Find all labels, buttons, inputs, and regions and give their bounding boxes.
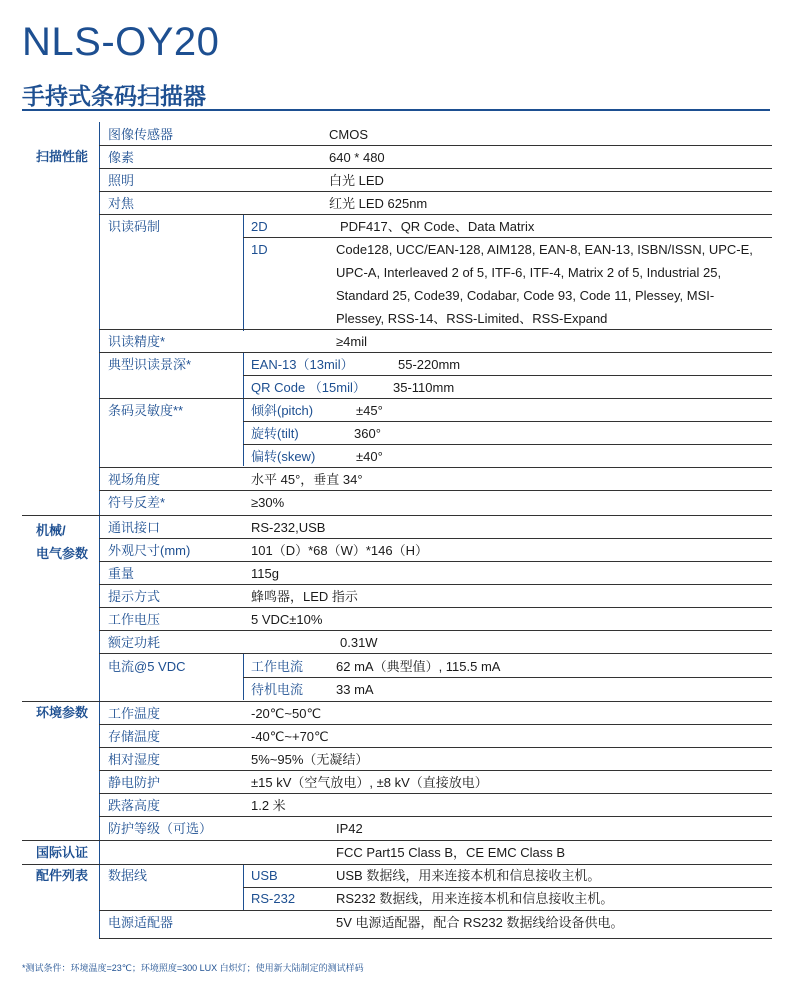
row-value: 5V 电源适配器，配合 RS232 数据线给设备供电。 bbox=[336, 915, 624, 930]
row-label: 照明 bbox=[108, 173, 135, 188]
row-label: 对焦 bbox=[108, 196, 135, 211]
row-sublabel: 偏转(skew) bbox=[251, 449, 316, 464]
row-label: 外观尺寸(mm) bbox=[108, 543, 191, 558]
section-divider bbox=[22, 840, 772, 841]
row-value: PDF417、QR Code、Data Matrix bbox=[340, 219, 535, 234]
row-label: 符号反差* bbox=[108, 495, 166, 510]
row-label: 静电防护 bbox=[108, 775, 161, 790]
row-value: 5%~95%（无凝结） bbox=[251, 752, 369, 767]
row-value: 115g bbox=[251, 566, 279, 581]
row-divider bbox=[99, 145, 772, 146]
footnote: *测试条件：环境温度=23℃；环境照度=300 LUX 白炽灯；使用新大陆制定的测试样码 bbox=[22, 963, 364, 973]
col-divider bbox=[243, 214, 244, 331]
row-divider bbox=[243, 444, 772, 445]
row-value: 5 VDC±10% bbox=[251, 612, 323, 627]
model-title: NLS-OY20 bbox=[22, 20, 220, 64]
row-label: 重量 bbox=[108, 566, 135, 581]
row-divider bbox=[99, 607, 772, 608]
row-value: 360° bbox=[354, 426, 381, 441]
section-certification: 国际认证 bbox=[36, 845, 89, 860]
row-value: 0.31W bbox=[340, 635, 378, 650]
row-value: USB 数据线，用来连接本机和信息接收主机。 bbox=[336, 868, 601, 883]
row-divider bbox=[243, 421, 772, 422]
product-subtitle: 手持式条码扫描器 bbox=[22, 83, 206, 109]
row-value: 白光 LED bbox=[329, 173, 384, 188]
row-label: 跌落高度 bbox=[108, 798, 161, 813]
row-value: RS-232,USB bbox=[251, 520, 326, 535]
row-divider bbox=[99, 561, 772, 562]
section-divider bbox=[22, 701, 772, 702]
row-sublabel: 倾斜(pitch) bbox=[251, 403, 314, 418]
section-environment: 环境参数 bbox=[36, 705, 89, 720]
row-value: 红光 LED 625nm bbox=[329, 196, 428, 211]
row-value: 蜂鸣器，LED 指示 bbox=[251, 589, 358, 604]
row-label: 相对湿度 bbox=[108, 752, 161, 767]
row-divider bbox=[99, 747, 772, 748]
col-divider bbox=[243, 352, 244, 466]
row-value: ±45° bbox=[356, 403, 383, 418]
row-value: ±15 kV（空气放电）, ±8 kV（直接放电） bbox=[251, 775, 488, 790]
row-divider bbox=[243, 887, 772, 888]
row-value: ≥30% bbox=[251, 495, 285, 510]
row-label: 工作电压 bbox=[108, 612, 161, 627]
certification-value: FCC Part15 Class B，CE EMC Class B bbox=[336, 845, 565, 860]
row-label: 像素 bbox=[108, 150, 135, 165]
symbologies-1d-list: Code128, UCC/EAN-128, AIM128, EAN-8, EAN-13, ISBN/ISSN, UPC-E, UPC-A, Interleaved 2 of 5, ITF-6, ITF-4, Matrix 2 of 5, Industrial 25, Standard 25, Code39, Codabar, Code 93, Code 11, Plessey, MSI-Plessey, RSS-14、RSS-Limited、RSS-Expand bbox=[336, 242, 753, 326]
row-value: ±40° bbox=[356, 449, 383, 464]
row-sublabel: USB bbox=[251, 868, 278, 883]
row-label: 识读精度* bbox=[108, 334, 166, 349]
row-divider bbox=[99, 630, 772, 631]
row-divider bbox=[99, 584, 772, 585]
row-value: 101（D）*68（W）*146（H） bbox=[251, 543, 429, 558]
row-value: CMOS bbox=[329, 127, 368, 142]
row-value: 水平 45°，垂直 34° bbox=[251, 472, 363, 487]
section-divider bbox=[22, 864, 772, 865]
row-divider bbox=[99, 191, 772, 192]
row-divider bbox=[99, 168, 772, 169]
row-label: 条码灵敏度** bbox=[108, 403, 184, 418]
row-value: 55-220mm bbox=[398, 357, 461, 372]
row-sublabel: QR Code （15mil） bbox=[251, 380, 366, 395]
row-label: 额定功耗 bbox=[108, 635, 161, 650]
row-value: 1.2 米 bbox=[251, 798, 286, 813]
row-value: IP42 bbox=[336, 821, 363, 836]
section-mechanical-electrical: 机械/ 电气参数 bbox=[36, 523, 89, 561]
row-sublabel: 待机电流 bbox=[251, 682, 304, 697]
row-divider bbox=[99, 816, 772, 817]
row-divider bbox=[99, 724, 772, 725]
row-value: RS232 数据线，用来连接本机和信息接收主机。 bbox=[336, 891, 614, 906]
row-value: -20℃~50℃ bbox=[251, 706, 322, 721]
row-divider bbox=[243, 375, 772, 376]
row-sublabel: RS-232 bbox=[251, 891, 296, 906]
row-label: 视场角度 bbox=[108, 472, 161, 487]
row-sublabel: EAN-13（13mil） bbox=[251, 357, 354, 372]
row-divider bbox=[99, 770, 772, 771]
row-value: 35-110mm bbox=[393, 380, 455, 395]
row-label: 存储温度 bbox=[108, 729, 161, 744]
row-value: ≥4mil bbox=[336, 334, 367, 349]
row-sublabel: 1D bbox=[251, 242, 268, 257]
row-label: 数据线 bbox=[108, 868, 148, 883]
row-sublabel: 旋转(tilt) bbox=[251, 426, 299, 441]
section-divider bbox=[22, 515, 772, 516]
row-value: 62 mA（典型值）, 115.5 mA bbox=[336, 659, 501, 674]
section-accessories: 配件列表 bbox=[36, 868, 89, 883]
row-divider bbox=[99, 490, 772, 491]
row-divider bbox=[99, 352, 772, 353]
row-divider bbox=[99, 398, 772, 399]
row-label: 电流@5 VDC bbox=[108, 659, 186, 674]
row-label: 工作温度 bbox=[108, 706, 161, 721]
row-divider bbox=[99, 653, 772, 654]
row-value: 640 * 480 bbox=[329, 150, 385, 165]
row-divider bbox=[99, 467, 772, 468]
section-scan: 扫描性能 bbox=[36, 149, 89, 164]
row-label: 图像传感器 bbox=[108, 127, 174, 142]
row-label: 提示方式 bbox=[108, 589, 161, 604]
row-divider bbox=[99, 538, 772, 539]
row-value: 33 mA bbox=[336, 682, 374, 697]
row-label: 防护等级（可选） bbox=[108, 821, 213, 836]
row-label: 识读码制 bbox=[108, 219, 161, 234]
row-label: 电源适配器 bbox=[108, 915, 174, 930]
row-value: -40℃~+70℃ bbox=[251, 729, 329, 744]
row-label: 典型识读景深* bbox=[108, 357, 192, 372]
row-divider bbox=[99, 214, 772, 215]
row-divider bbox=[99, 910, 772, 911]
row-divider bbox=[99, 793, 772, 794]
row-sublabel: 工作电流 bbox=[251, 659, 304, 674]
row-label: 通讯接口 bbox=[108, 520, 161, 535]
row-divider bbox=[243, 677, 772, 678]
row-divider bbox=[99, 938, 772, 939]
row-sublabel: 2D bbox=[251, 219, 268, 234]
